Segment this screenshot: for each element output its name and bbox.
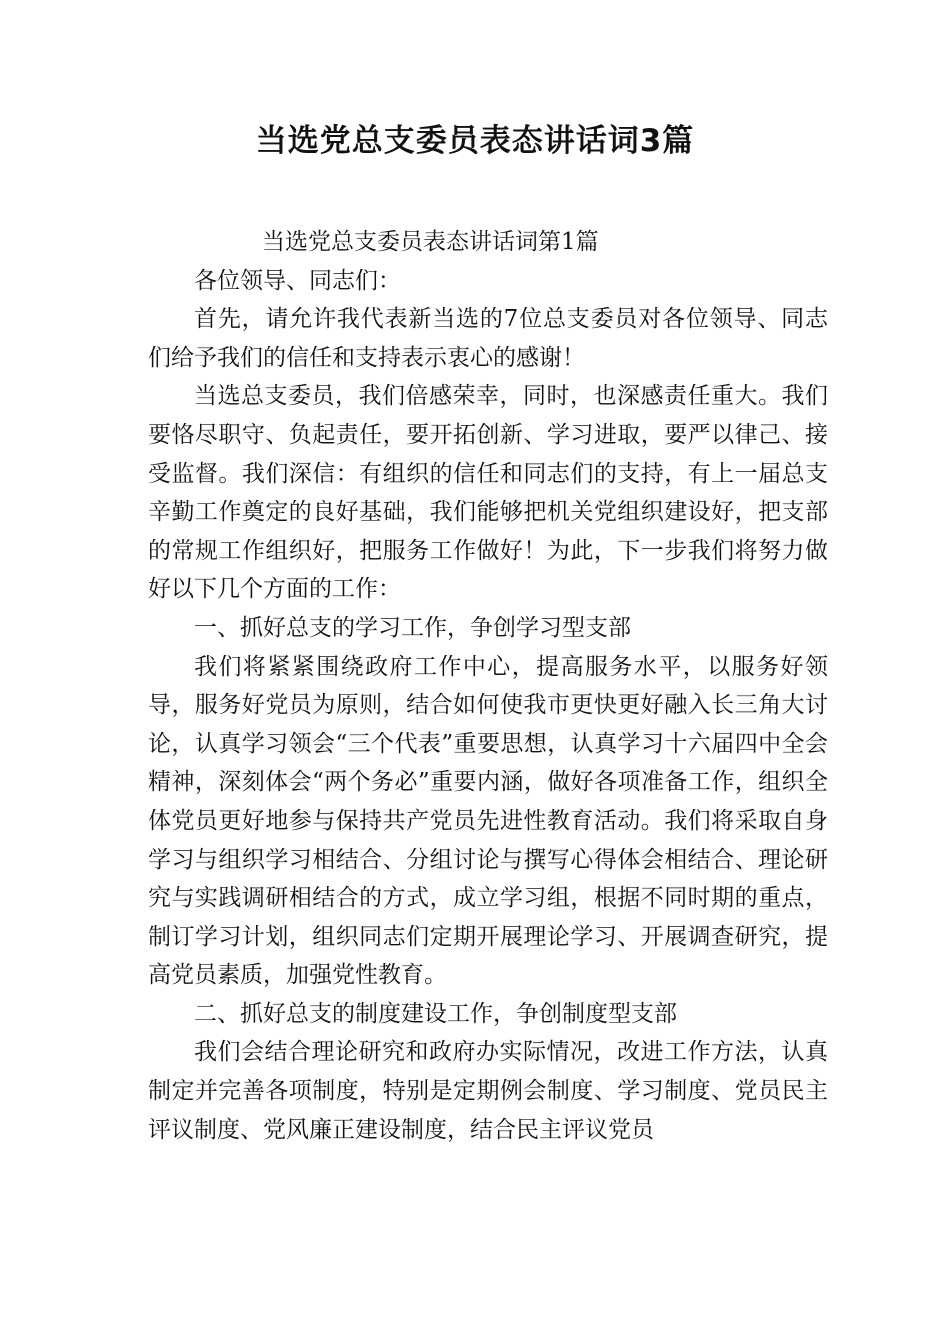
paragraph-system-building: 我们会结合理论研究和政府办实际情况，改进工作方法，认真制定并完善各项制度，特别是定期例会制度、学习制度、党员民主评议制度、党风廉正建设制度，结合民主评议党员: [148, 1039, 828, 1143]
paragraph-salutation: 各位领导、同志们：: [194, 267, 401, 294]
paragraph-thanks: 首先，请允许我代表新当选的7位总支委员对各位领导、同志们给予我们的信任和支持表示衷心的感谢！: [148, 306, 828, 371]
heading-system-building: 二、抓好总支的制度建设工作，争创制度型支部: [194, 1000, 677, 1027]
heading-study-work: 一、抓好总支的学习工作，争创学习型支部: [194, 614, 631, 641]
paragraph-responsibility: 当选总支委员，我们倍感荣幸，同时，也深感责任重大。我们要恪尽职守、负起责任，要开拓创新、学习进取，要严以律己、接受监督。我们深信：有组织的信任和同志们的支持，有上一届总支辛勤工作奠定的良好基础，我们能够把机关党组织建设好，把支部的常规工作组织好，把服务工作做好！为此，下一步我们将努力做好以下几个方面的工作：: [148, 383, 828, 603]
document-title: 当选党总支委员表态讲话词3篇: [255, 123, 695, 159]
paragraph-study-work: 我们将紧紧围绕政府工作中心，提高服务水平，以服务好领导，服务好党员为原则，结合如何使我市更快更好融入长三角大讨论，认真学习领会“三个代表”重要思想，认真学习十六届四中全会精神，深刻体会“两个务必”重要内涵，做好各项准备工作，组织全体党员更好地参与保持共产党员先进性教育活动。我们将采取自身学习与组织学习相结合、分组讨论与撰写心得体会相结合、理论研究与实践调研相结合的方式，成立学习组，根据不同时期的重点，制订学习计划，组织同志们定期开展理论学习、开展调查研究，提高党员素质，加强党性教育。: [148, 653, 828, 989]
section-subtitle: 当选党总支委员表态讲话词第1篇: [262, 229, 599, 255]
document-body: [148, 223, 828, 1149]
